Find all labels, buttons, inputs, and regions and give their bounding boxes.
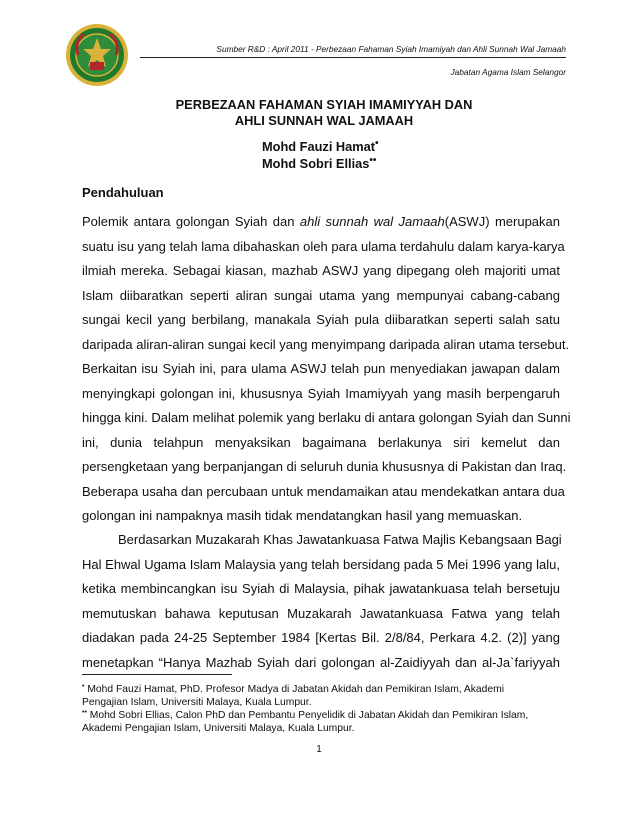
paper-title bbox=[82, 97, 566, 129]
header-source-line: Sumber R&D : April 2011 - Perbezaan Fahaman Syiah Imamiyah dan Ahli Sunnah Wal Jamaah bbox=[216, 44, 566, 54]
title-line-1: PERBEZAAN FAHAMAN SYIAH IMAMIYYAH DAN bbox=[175, 97, 473, 112]
paragraph-line: Berdasarkan Muzakarah Khas Jawatankuasa Fatwa Majlis Kebangsaan Bagi bbox=[118, 532, 562, 547]
paragraph-2 bbox=[82, 528, 560, 675]
footnote-line bbox=[82, 709, 560, 722]
footnote-rule bbox=[82, 674, 232, 675]
paragraph-line: Hal Ehwal Ugama Islam Malaysia yang telah bersidang pada 5 Mei 1996 yang lalu, bbox=[82, 556, 560, 572]
header-rule bbox=[140, 57, 566, 58]
line-text: (ASWJ) merupakan bbox=[444, 214, 560, 229]
paragraph-line: menetapkan “Hanya Mazhab Syiah dari golongan al-Zaidiyyah dan al-Ja`fariyyah bbox=[82, 654, 560, 670]
paragraph-line: memutuskan bahawa keputusan Muzakarah Jawatankuasa Fatwa yang telah bbox=[82, 605, 560, 621]
section-heading: Pendahuluan bbox=[82, 185, 164, 200]
paragraph-line: menyingkapi golongan ini, khususnya Syiah Imamiyyah yang masih berpengaruh bbox=[82, 385, 560, 401]
author-mark: •• bbox=[369, 155, 377, 166]
paragraph-line: ini, dunia telahpun menyaksikan bagaimana berlakunya siri kemelut dan bbox=[82, 434, 560, 450]
author-1 bbox=[262, 138, 379, 155]
author-mark: • bbox=[375, 138, 379, 149]
author-name: Mohd Sobri Ellias bbox=[262, 156, 370, 171]
paragraph-line: hingga kini. Dalam melihat polemik yang berlaku di antara golongan Syiah dan Sunni bbox=[82, 410, 571, 425]
title-line-2: AHLI SUNNAH WAL JAMAAH bbox=[234, 113, 414, 128]
line-text: Polemik antara golongan Syiah dan bbox=[82, 214, 300, 229]
paragraph-line: ketika membincangkan isu Syiah di Malaysia, pihak jawatankuasa telah bersetuju bbox=[82, 581, 560, 596]
footnote-line bbox=[82, 722, 560, 735]
paragraph-line: persengketaan yang berpanjangan di seluruh dunia khususnya di Pakistan dan Iraq. bbox=[82, 459, 567, 474]
footnotes bbox=[82, 683, 560, 735]
footnote-mark: • bbox=[82, 683, 85, 690]
footnote-line bbox=[82, 683, 560, 696]
footnote-text: Pengajian Islam, Universiti Malaya, Kuala Lumpur. bbox=[82, 697, 312, 708]
jais-emblem-icon bbox=[64, 22, 130, 88]
page-number: 1 bbox=[316, 744, 322, 755]
emphasis-text: ahli sunnah wal Jamaah bbox=[299, 214, 445, 229]
paragraph-line: Berkaitan isu Syiah ini, para ulama ASWJ telah pun menyediakan jawapan dalam bbox=[82, 361, 560, 376]
footnote-line bbox=[82, 696, 560, 709]
paragraph-line: sungai kecil yang berbilang, manakala Syiah pula diibaratkan seperti salah satu bbox=[82, 312, 560, 327]
paragraph-line: suatu isu yang telah lama dibahaskan oleh para ulama terdahulu dalam karya-karya bbox=[82, 238, 565, 254]
paragraph-1 bbox=[82, 210, 571, 529]
paragraph-line: diadakan pada 24-25 September 1984 [Kertas Bil. 2/8/84, Perkara 4.2. (2)] yang bbox=[82, 630, 560, 645]
paragraph-line: ilmiah mereka. Sebagai kiasan, mazhab ASWJ yang dipegang oleh majoriti umat bbox=[82, 263, 560, 278]
header-department: Jabatan Agama Islam Selangor bbox=[450, 67, 566, 77]
footnote-text: Akademi Pengajian Islam, Universiti Malaya, Kuala Lumpur. bbox=[82, 723, 355, 734]
paragraph-line: Islam diibaratkan seperti aliran sungai utama yang mempunyai cabang-cabang bbox=[82, 287, 560, 303]
paragraph-line: golongan ini nampaknya masih tidak mendatangkan hasil yang memuaskan. bbox=[82, 508, 523, 523]
author-name: Mohd Fauzi Hamat bbox=[262, 139, 376, 154]
paragraph-line: Beberapa usaha dan percubaan untuk mendamaikan atau mendekatkan antara dua bbox=[82, 483, 565, 499]
paragraph-line bbox=[82, 210, 560, 235]
paragraph-line: daripada aliran-aliran sungai kecil yang menyimpang daripada aliran utama tersebut. bbox=[82, 336, 570, 352]
footnote-mark: •• bbox=[82, 709, 87, 716]
author-2 bbox=[262, 155, 379, 172]
footnote-item bbox=[82, 683, 560, 709]
footnote-item bbox=[82, 709, 560, 735]
author-list bbox=[262, 138, 379, 172]
footnote-text: Mohd Fauzi Hamat, PhD. Profesor Madya di Jabatan Akidah dan Pemikiran Islam, Akademi bbox=[87, 684, 504, 695]
footnote-text: Mohd Sobri Ellias, Calon PhD dan Pembantu Penyelidik di Jabatan Akidah dan Pemikiran Islam, bbox=[89, 710, 529, 721]
